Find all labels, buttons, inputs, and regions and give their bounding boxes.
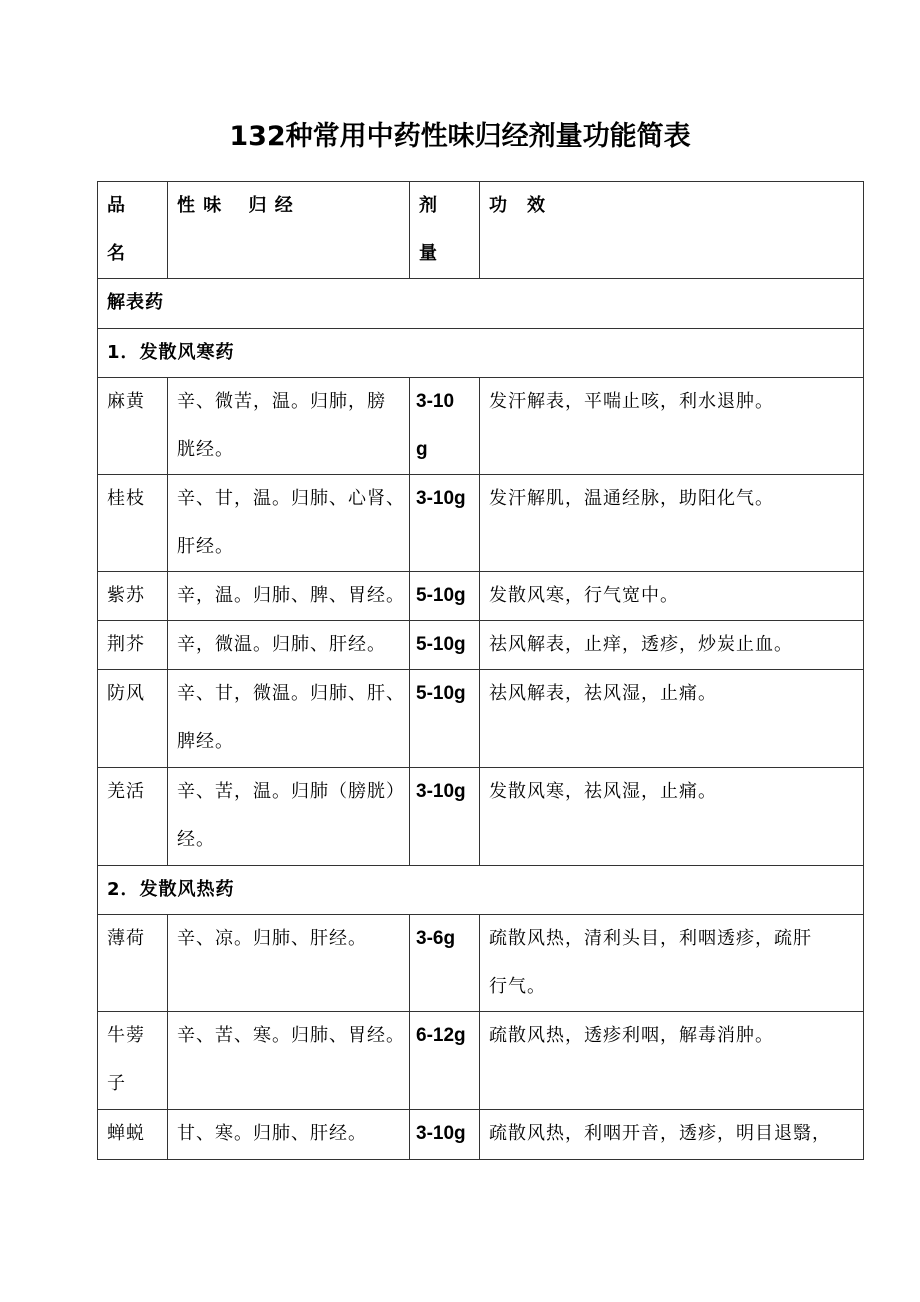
herb-effect: 发散风寒，祛风湿，止痛。 xyxy=(480,768,864,866)
table-row xyxy=(98,378,864,475)
herb-dose: 3-10g xyxy=(410,1110,480,1160)
herb-nature: 辛、凉。归肺、肝经。 xyxy=(168,915,410,1012)
table-row xyxy=(98,768,864,866)
table-row xyxy=(98,1110,864,1160)
herb-name: 蝉蜕 xyxy=(98,1110,168,1160)
header-dose: 剂 量 xyxy=(410,182,480,279)
herb-name: 桂枝 xyxy=(98,475,168,572)
section-row xyxy=(98,329,864,378)
herb-nature: 辛、苦，温。归肺（膀胱） 经。 xyxy=(168,768,410,866)
section-label: 2．发散风热药 xyxy=(98,866,864,915)
table-row xyxy=(98,915,864,1012)
herb-name: 紫苏 xyxy=(98,572,168,621)
herb-dose: 6-12g xyxy=(410,1012,480,1110)
herb-effect: 祛风解表，止痒，透疹，炒炭止血。 xyxy=(480,621,864,670)
table-row xyxy=(98,621,864,670)
herb-effect: 祛风解表，祛风湿，止痛。 xyxy=(480,670,864,768)
herb-dose: 5-10g xyxy=(410,670,480,768)
herb-name: 荆芥 xyxy=(98,621,168,670)
category-label: 解表药 xyxy=(98,279,864,329)
herb-effect: 疏散风热，透疹利咽，解毒消肿。 xyxy=(480,1012,864,1110)
herb-name: 羌活 xyxy=(98,768,168,866)
herb-dose: 3-10g xyxy=(410,768,480,866)
herb-name: 牛蒡 子 xyxy=(98,1012,168,1110)
herb-dose: 3-10g xyxy=(410,475,480,572)
herb-name: 防风 xyxy=(98,670,168,768)
herb-effect: 发汗解肌，温通经脉，助阳化气。 xyxy=(480,475,864,572)
herb-table xyxy=(97,181,864,1160)
herb-effect: 发散风寒，行气宽中。 xyxy=(480,572,864,621)
herb-nature: 辛，温。归肺、脾、胃经。 xyxy=(168,572,410,621)
table-row xyxy=(98,1012,864,1110)
herb-effect: 疏散风热，利咽开音，透疹，明目退翳， xyxy=(480,1110,864,1160)
herb-nature: 甘、寒。归肺、肝经。 xyxy=(168,1110,410,1160)
herb-nature: 辛、苦、寒。归肺、胃经。 xyxy=(168,1012,410,1110)
header-nature: 性 味 归 经 xyxy=(168,182,410,279)
herb-nature: 辛，微温。归肺、肝经。 xyxy=(168,621,410,670)
herb-effect: 发汗解表，平喘止咳，利水退肿。 xyxy=(480,378,864,475)
herb-nature: 辛、甘，温。归肺、心肾、 肝经。 xyxy=(168,475,410,572)
section-row xyxy=(98,866,864,915)
section-label: 1．发散风寒药 xyxy=(98,329,864,378)
herb-dose: 3-10 g xyxy=(410,378,480,475)
herb-nature: 辛、微苦，温。归肺，膀 胱经。 xyxy=(168,378,410,475)
table-row xyxy=(98,475,864,572)
herb-dose: 5-10g xyxy=(410,621,480,670)
herb-name: 薄荷 xyxy=(98,915,168,1012)
category-row xyxy=(98,279,864,329)
header-row xyxy=(98,182,864,279)
herb-dose: 3-6g xyxy=(410,915,480,1012)
herb-name: 麻黄 xyxy=(98,378,168,475)
header-name: 品 名 xyxy=(98,182,168,279)
herb-nature: 辛、甘，微温。归肺、肝、 脾经。 xyxy=(168,670,410,768)
table-row xyxy=(98,670,864,768)
page-title: 132种常用中药性味归经剂量功能简表 xyxy=(229,121,691,152)
herb-dose: 5-10g xyxy=(410,572,480,621)
table-row xyxy=(98,572,864,621)
herb-effect: 疏散风热，清利头目，利咽透疹，疏肝 行气。 xyxy=(480,915,864,1012)
header-effect: 功 效 xyxy=(480,182,864,279)
